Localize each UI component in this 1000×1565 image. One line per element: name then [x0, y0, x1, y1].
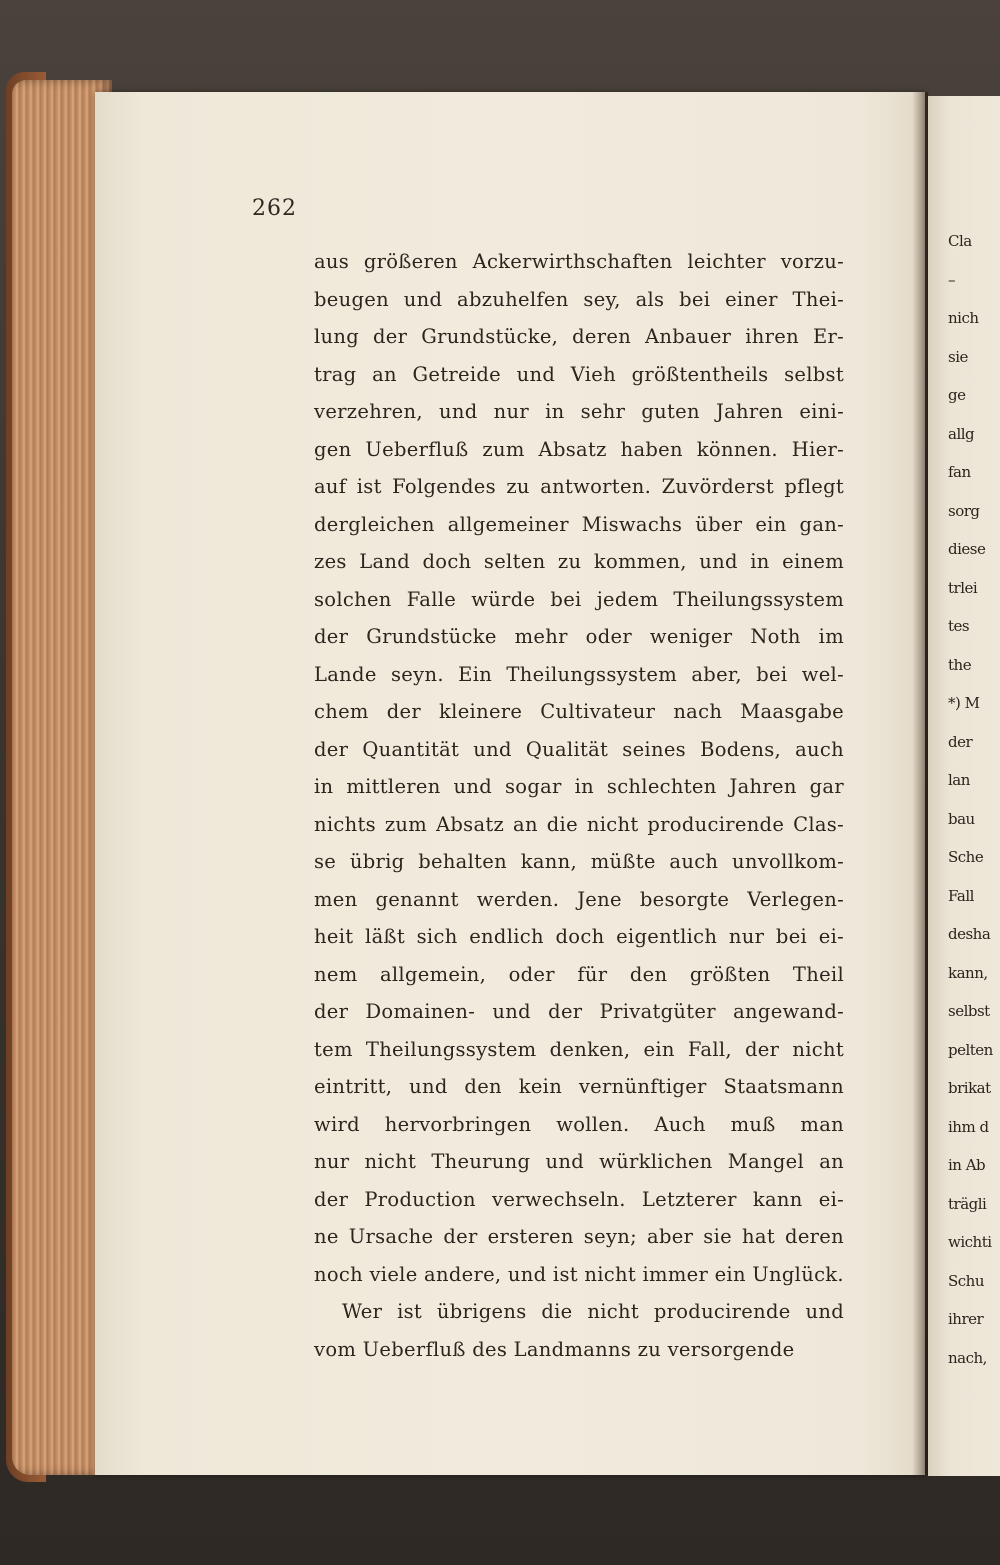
text-line: auf ist Folgendes zu antworten. Zuvörderst pflegt — [314, 475, 844, 498]
text-line: in mittleren und sogar in schlechten Jahren gar — [314, 775, 844, 798]
facing-page-fragment: trägli — [948, 1194, 987, 1213]
text-line: gen Ueberfluß zum Absatz haben können. Hier- — [314, 437, 844, 461]
facing-page-fragment: sorg — [948, 501, 980, 520]
text-line: noch viele andere, und ist nicht immer ein Unglück. — [314, 1262, 844, 1286]
facing-page-fragment: selbst — [948, 1002, 990, 1020]
text-line: beugen und abzuhelfen sey, als bei einer Thei- — [314, 287, 844, 311]
text-line: se übrig behalten kann, müßte auch unvollkom- — [314, 850, 844, 873]
facing-page-fragment: fan — [948, 463, 971, 481]
facing-page-fragment: desha — [948, 925, 991, 943]
facing-page-fragment: ihrer — [948, 1310, 984, 1328]
text-line: der Quantität und Qualität seines Bodens, auch — [314, 737, 844, 761]
facing-page-fragment: diese — [948, 540, 986, 558]
text-line: tem Theilungssystem denken, ein Fall, der nicht — [314, 1037, 844, 1061]
facing-page-fragment: wichti — [948, 1233, 992, 1251]
text-line: chem der kleinere Cultivateur nach Maasgabe — [314, 700, 844, 723]
facing-page-fragment: ge — [948, 386, 966, 404]
text-line: lung der Grundstücke, deren Anbauer ihren Er- — [314, 325, 844, 348]
text-line: nem allgemein, oder für den größten Theil — [314, 962, 844, 986]
facing-page-fragment: – — [948, 270, 955, 289]
text-line: aus größeren Ackerwirthschaften leichter vorzu- — [314, 250, 844, 273]
text-line: Wer ist übrigens die nicht producirende und — [342, 1300, 844, 1323]
text-line: Lande seyn. Ein Theilungssystem aber, bei wel- — [314, 662, 844, 686]
facing-page-fragment: Schu — [948, 1271, 984, 1290]
text-line: der Domainen- und der Privatgüter angewand- — [314, 1000, 844, 1023]
facing-page-fragment: allg — [948, 424, 975, 443]
facing-page-fragment: der — [948, 732, 973, 751]
text-line: der Grundstücke mehr oder weniger Noth im — [314, 625, 844, 648]
text-line: trag an Getreide und Vieh größtentheils selbst — [314, 362, 844, 386]
facing-page-fragment: bau — [948, 809, 975, 828]
text-block — [314, 243, 844, 1368]
text-line: dergleichen allgemeiner Miswachs über ein gan- — [314, 512, 844, 536]
facing-page-fragment: pelten — [948, 1040, 993, 1059]
text-line: vom Ueberfluß des Landmanns zu versorgende — [314, 1337, 795, 1361]
text-line: heit läßt sich endlich doch eigentlich nur bei ei- — [314, 925, 844, 948]
text-line: verzehren, und nur in sehr guten Jahren eini- — [314, 400, 844, 423]
facing-page-fragment: *) M — [948, 694, 980, 712]
facing-page-fragment: Fall — [948, 886, 974, 905]
facing-page-fragment: lan — [948, 771, 970, 789]
facing-page-fragment: Cla — [948, 232, 972, 250]
facing-page-fragment: in Ab — [948, 1156, 986, 1174]
facing-page-fragment: ihm d — [948, 1117, 989, 1136]
book-gutter — [912, 92, 928, 1475]
text-line: eintritt, und den kein vernünftiger Staatsmann — [314, 1075, 844, 1098]
facing-page-fragment: trlei — [948, 578, 978, 597]
facing-page-fragment: nich — [948, 309, 979, 327]
facing-page-fragment: the — [948, 655, 972, 674]
text-line: zes Land doch selten zu kommen, und in einem — [314, 550, 844, 573]
facing-page-fragment: brikat — [948, 1079, 991, 1097]
page-number: 262 — [252, 196, 297, 221]
text-line: men genannt werden. Jene besorgte Verlegen- — [314, 887, 844, 911]
text-line: der Production verwechseln. Letzterer kann ei- — [314, 1187, 844, 1211]
text-line: nur nicht Theurung und würklichen Mangel an — [314, 1150, 844, 1173]
facing-page-fragment: sie — [948, 347, 968, 366]
facing-page-fragment: nach, — [948, 1348, 987, 1367]
text-line: solchen Falle würde bei jedem Theilungssystem — [314, 587, 844, 611]
facing-page-fragment: kann, — [948, 963, 988, 982]
facing-page-fragment: tes — [948, 617, 970, 635]
facing-page-fragment: Sche — [948, 848, 984, 866]
text-line: ne Ursache der ersteren seyn; aber sie hat deren — [314, 1225, 844, 1248]
text-line: wird hervorbringen wollen. Auch muß man — [314, 1112, 844, 1136]
text-line: nichts zum Absatz an die nicht producirende Clas- — [314, 812, 844, 836]
